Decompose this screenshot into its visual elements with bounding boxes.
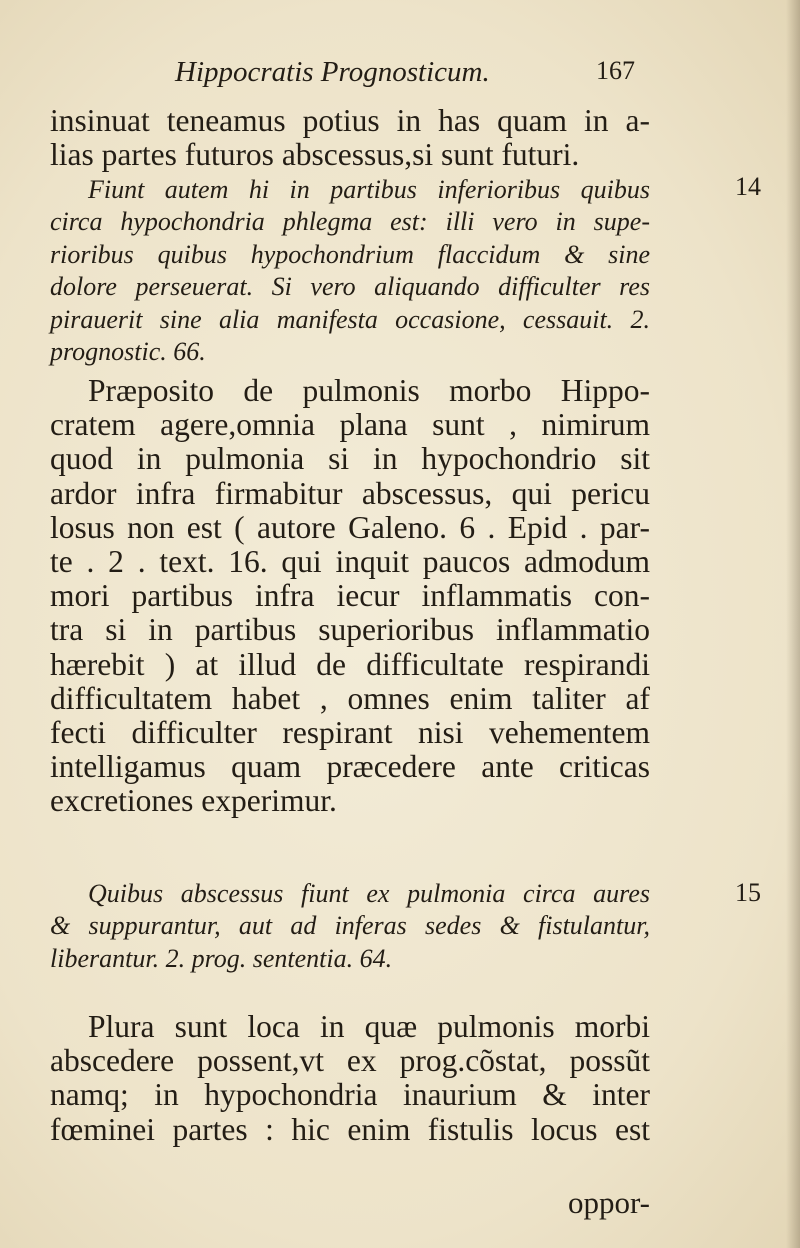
catchword: oppor-	[567, 1185, 650, 1220]
text-line: Præposito de pulmonis morbo Hippo-	[88, 373, 650, 408]
page-header	[175, 52, 635, 92]
page-gutter-shadow	[786, 0, 800, 1248]
text-line: mori partibus infra iecur inflammatis con-	[50, 578, 650, 614]
text-line: Plura sunt loca in quæ pulmonis morbi	[88, 1009, 650, 1044]
text-line: dolore perseuerat. Si vero aliquando difficulter res	[50, 272, 650, 302]
aphorism-15	[50, 878, 650, 975]
text-line: cratem agere,omnia plana sunt , nimirum	[50, 407, 650, 443]
text-line: rioribus quibus hypochondrium flaccidum & sine	[50, 239, 650, 269]
text-line: excretiones experimur.	[50, 783, 337, 819]
text-line: pirauerit sine alia manifesta occasione, cessauit. 2.	[50, 304, 650, 334]
text-line: insinuat teneamus potius in has quam in a-	[50, 103, 650, 138]
opening-text	[50, 104, 650, 172]
text-line: hærebit ) at illud de difficultate respirandi	[50, 646, 650, 682]
text-line: fœminei partes : hic enim fistulis locus est	[50, 1111, 650, 1147]
text-line: namq; in hypochondria inaurium & inter	[50, 1077, 650, 1113]
text-line: & suppurantur, aut ad inferas sedes & fistulantur,	[50, 911, 650, 941]
text-line: losus non est ( autore Galeno. 6 . Epid . par-	[50, 509, 650, 545]
text-line: prognostic. 66.	[50, 337, 206, 367]
margin-number-14: 14	[735, 172, 761, 201]
text-line: ardor infra firmabitur abscessus, qui pericu	[50, 475, 650, 511]
text-line: lias partes futuros abscessus,si sunt futuri.	[50, 137, 580, 173]
commentary-1	[50, 374, 650, 819]
text-line: Fiunt autem hi in partibus inferioribus quibus	[88, 175, 650, 204]
text-line: tra si in partibus superioribus inflammatio	[50, 612, 650, 648]
margin-number-15: 15	[735, 878, 761, 907]
text-line: fecti difficulter respirant nisi vehementem	[50, 715, 650, 751]
text-line: circa hypochondria phlegma est: illi vero in supe-	[50, 207, 650, 237]
text-line: liberantur. 2. prog. sententia. 64.	[50, 943, 393, 973]
page-number: 167	[596, 56, 635, 85]
running-title: Hippocratis Prognosticum.	[175, 56, 490, 88]
text-line: abscedere possent,vt ex prog.cõstat, possũt	[50, 1043, 650, 1079]
commentary-2	[50, 1010, 650, 1147]
text-line: Quibus abscessus fiunt ex pulmonia circa aures	[88, 879, 650, 908]
aphorism-14	[50, 174, 650, 368]
text-line: intelligamus quam præcedere ante criticas	[50, 749, 650, 785]
text-line: te . 2 . text. 16. qui inquit paucos admodum	[50, 544, 650, 580]
text-line: difficultatem habet , omnes enim taliter af	[50, 680, 650, 716]
text-line: quod in pulmonia si in hypochondrio sit	[50, 441, 650, 477]
